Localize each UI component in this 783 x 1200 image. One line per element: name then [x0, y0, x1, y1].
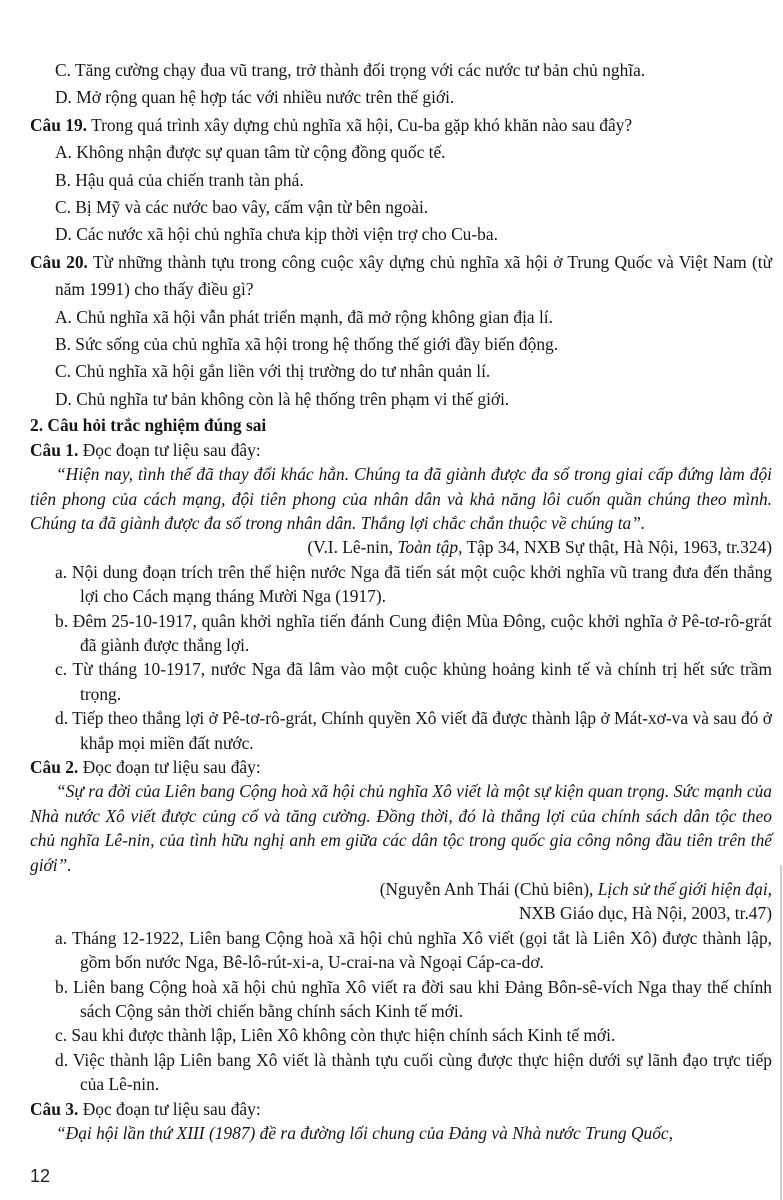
question-number: Câu 20.	[30, 251, 88, 272]
question-prompt: Đọc đoạn tư liệu sau đây:	[82, 756, 261, 777]
quote-citation: NXB Giáo dục, Hà Nội, 2003, tr.47)	[518, 903, 772, 924]
section-heading: 2. Câu hỏi trắc nghiệm đúng sai	[30, 415, 267, 436]
question-cau-19	[30, 112, 772, 139]
question-cau-1	[30, 438, 772, 462]
cited-work-title: Lịch sử thế giới hiện đại,	[597, 879, 772, 899]
question-prompt: Đọc đoạn tư liệu sau đây:	[82, 439, 261, 460]
question-number: Câu 2.	[30, 756, 79, 777]
question-number: Câu 3.	[30, 1098, 79, 1119]
statement-option: d. Việc thành lập Liên bang Xô viết là thành tựu cuối cùng được thực hiện dưới sự lãnh đạo trực tiếp của Lê-nin.	[55, 1049, 772, 1095]
page-number: 12	[30, 1166, 51, 1186]
statement-option: c. Từ tháng 10-1917, nước Nga đã lâm vào một cuộc khủng hoảng kinh tế và chính trị hết sức trầm trọng.	[55, 659, 772, 704]
answer-option: B. Sức sống của chủ nghĩa xã hội trong hệ thống thế giới đầy biến động.	[55, 334, 559, 355]
quote-passage: “Đại hội lần thứ XIII (1987) đề ra đường lối chung của Đảng và Nhà nước Trung Quốc,	[56, 1123, 673, 1144]
question-cau-3	[30, 1097, 772, 1121]
question-number: Câu 1.	[30, 439, 79, 460]
statement-option: c. Sau khi được thành lập, Liên Xô không còn thực hiện chính sách Kinh tế mới.	[55, 1025, 616, 1046]
quote-citation: (V.I. Lê-nin, Toàn tập, Tập 34, NXB Sự thật, Hà Nội, 1963, tr.324)	[307, 537, 772, 558]
answer-option: C. Tăng cường chạy đua vũ trang, trở thành đối trọng với các nước tư bản chủ nghĩa.	[55, 60, 646, 80]
statement-option: a. Nội dung đoạn trích trên thể hiện nước Nga đã tiến sát một cuộc khởi nghĩa vũ trang đưa đến thắng lợi cho Cách mạng tháng Mười Nga (1917).	[55, 561, 772, 607]
question-prompt: Đọc đoạn tư liệu sau đây:	[82, 1098, 261, 1119]
multiple-choice-section	[30, 57, 772, 413]
quote-passage: “Sự ra đời của Liên bang Cộng hoà xã hội chủ nghĩa Xô viết là một sự kiện quan trọng. Sức mạnh của Nhà nước Xô viết được củng cố và tăng cường. Đồng thời, đó là thắng lợi của chính sách dân tộc theo chủ nghĩa Lê-nin, của tình hữu nghị anh em giữa các dân tộc trong quốc gia công nông đầu tiên trên thế giới”.	[30, 781, 772, 875]
true-false-section	[30, 413, 772, 1145]
statement-option: b. Đêm 25-10-1917, quân khởi nghĩa tiến đánh Cung điện Mùa Đông, cuộc khởi nghĩa ở Pê-tơ-rô-grát đã giành được thắng lợi.	[55, 610, 772, 655]
answer-option: A. Không nhận được sự quan tâm từ cộng đồng quốc tế.	[55, 142, 446, 163]
quote-passage: “Hiện nay, tình thế đã thay đổi khác hẳn. Chúng ta đã giành được đa số trong giai cấp đứng làm đội tiên phong của cách mạng, đội tiên phong của nhân dân và khả năng lôi cuốn quần chúng theo mình. Chúng ta đã giành được đa số trong nhân dân. Thắng lợi chắc chắn thuộc về chúng ta”.	[30, 464, 772, 533]
page-body	[30, 57, 772, 1145]
quote-citation: (Nguyễn Anh Thái (Chủ biên), Lịch sử thế giới hiện đại,	[379, 879, 772, 899]
answer-option: D. Các nước xã hội chủ nghĩa chưa kịp thời viện trợ cho Cu-ba.	[55, 224, 498, 245]
statement-option: a. Tháng 12-1922, Liên bang Cộng hoà xã hội chủ nghĩa Xô viết (gọi tắt là Liên Xô) được thành lập, gồm bốn nước Nga, Bê-lô-rút-xi-a, U-crai-na và Ngoại Cáp-ca-dơ.	[55, 927, 772, 973]
answer-option: D. Mở rộng quan hệ hợp tác với nhiều nước trên thế giới.	[55, 87, 455, 108]
scan-edge-line	[780, 865, 782, 1200]
statement-option: b. Liên bang Cộng hoà xã hội chủ nghĩa Xô viết ra đời sau khi Đảng Bôn-sê-vích Nga thay thế chính sách Cộng sản thời chiến bằng chính sách Kinh tế mới.	[55, 976, 772, 1022]
answer-option: D. Chủ nghĩa tư bản không còn là hệ thống trên phạm vi thế giới.	[55, 388, 510, 409]
question-cau-20	[30, 249, 772, 304]
statement-option: d. Tiếp theo thắng lợi ở Pê-tơ-rô-grát, Chính quyền Xô viết đã được thành lập ở Mát-xơ-va và sau đó ở khắp mọi miền đất nước.	[55, 708, 772, 753]
answer-option: C. Bị Mỹ và các nước bao vây, cấm vận từ bên ngoài.	[55, 197, 429, 218]
answer-option: B. Hậu quả của chiến tranh tàn phá.	[55, 169, 304, 190]
answer-option: A. Chủ nghĩa xã hội vẫn phát triển mạnh, đã mở rộng không gian địa lí.	[55, 306, 553, 327]
question-text: Từ những thành tựu trong công cuộc xây dựng chủ nghĩa xã hội ở Trung Quốc và Việt Nam (từ năm 1991) cho thấy điều gì?	[55, 251, 772, 300]
question-number: Câu 19.	[30, 114, 88, 135]
answer-option: C. Chủ nghĩa xã hội gắn liền với thị trường do tư nhân quản lí.	[55, 361, 491, 382]
question-cau-2	[30, 755, 772, 779]
cited-work-title: Toàn tập,	[397, 537, 463, 558]
question-text: Trong quá trình xây dựng chủ nghĩa xã hội, Cu-ba gặp khó khăn nào sau đây?	[91, 114, 633, 135]
